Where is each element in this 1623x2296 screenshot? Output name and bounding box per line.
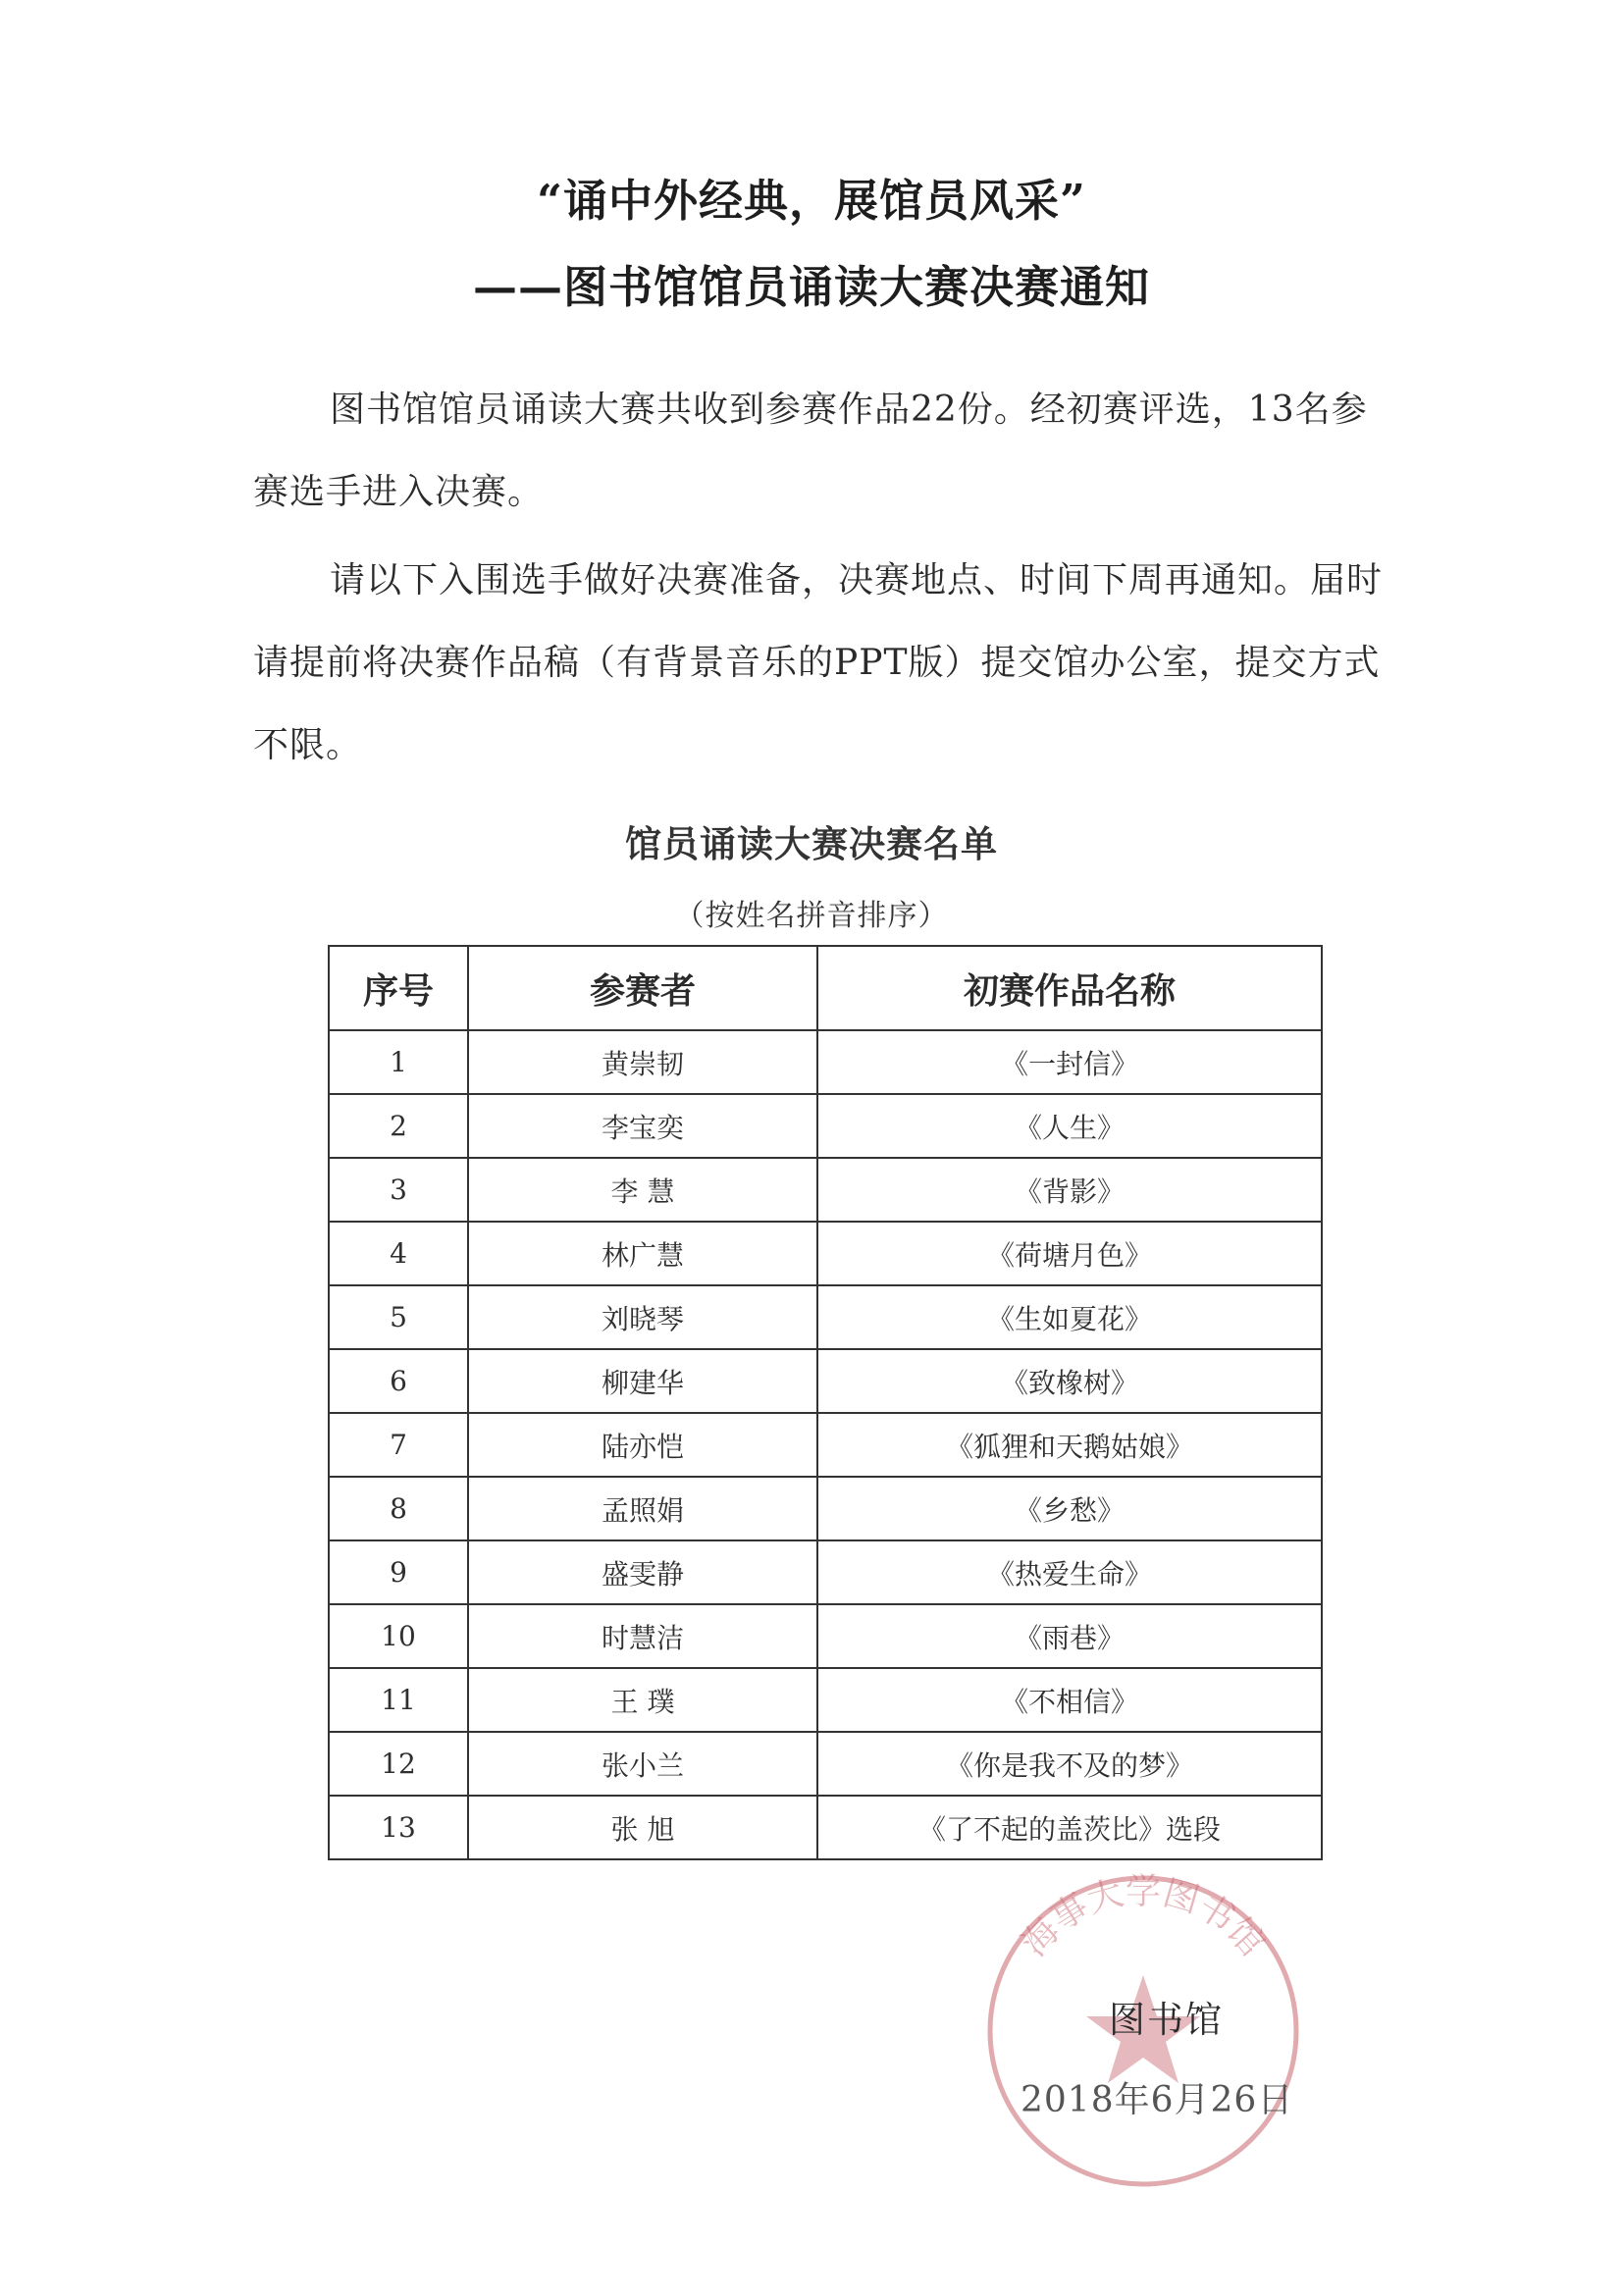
row-contestant: 黄崇韧: [468, 1030, 817, 1094]
row-contestant: 盛雯静: [468, 1540, 817, 1604]
table-row: [329, 1030, 1322, 1094]
roster-subtitle: （按姓名拼音排序）: [674, 899, 949, 933]
notice-title: “诵中外经典，展馆员风采”: [537, 175, 1086, 227]
row-work-title: 《乡愁》: [817, 1477, 1322, 1540]
table-row: [329, 1349, 1322, 1413]
table-row: [329, 1604, 1322, 1668]
notice-paragraph-1: 图书馆馆员诵读大赛共收到参赛作品22份。经初赛评选，13名参赛选手进入决赛。: [253, 390, 1368, 512]
table-row: [329, 1796, 1322, 1859]
row-contestant: 林广慧: [468, 1222, 817, 1285]
row-work-title: 《雨巷》: [817, 1604, 1322, 1668]
roster-title: 馆员诵读大赛决赛名单: [625, 822, 998, 865]
row-contestant: 刘晓琴: [468, 1285, 817, 1349]
row-contestant: 张小兰: [468, 1732, 817, 1796]
row-work-title: 《热爱生命》: [817, 1540, 1322, 1604]
row-number: 5: [329, 1285, 468, 1349]
row-work-title: 《一封信》: [817, 1030, 1322, 1094]
table-row: [329, 1158, 1322, 1222]
row-contestant: 陆亦恺: [468, 1413, 817, 1477]
seal-text: 海事大学图书馆: [1014, 1871, 1273, 1964]
header-contestant: 参赛者: [468, 946, 817, 1030]
table-header-row: [329, 946, 1322, 1030]
row-contestant: 李 慧: [468, 1158, 817, 1222]
row-number: 9: [329, 1540, 468, 1604]
row-work-title: 《狐狸和天鹅姑娘》: [817, 1413, 1322, 1477]
row-number: 13: [329, 1796, 468, 1859]
row-number: 2: [329, 1094, 468, 1158]
row-work-title: 《人生》: [817, 1094, 1322, 1158]
row-contestant: 王 璞: [468, 1668, 817, 1732]
table-row: [329, 1222, 1322, 1285]
row-number: 4: [329, 1222, 468, 1285]
row-contestant: 时慧洁: [468, 1604, 817, 1668]
table-row: [329, 1285, 1322, 1349]
issue-date: 2018年6月26日: [1021, 2080, 1294, 2120]
notice-paragraph-2: 请以下入围选手做好决赛准备，决赛地点、时间下周再通知。届时请提前将决赛作品稿（有背景音乐的PPT版）提交馆办公室，提交方式不限。: [253, 560, 1384, 765]
header-number: 序号: [329, 946, 468, 1030]
row-number: 7: [329, 1413, 468, 1477]
row-contestant: 孟照娟: [468, 1477, 817, 1540]
row-number: 8: [329, 1477, 468, 1540]
row-number: 11: [329, 1668, 468, 1732]
row-number: 1: [329, 1030, 468, 1094]
row-work-title: 《了不起的盖茨比》选段: [817, 1796, 1322, 1859]
row-work-title: 《你是我不及的梦》: [817, 1732, 1322, 1796]
row-number: 6: [329, 1349, 468, 1413]
table-row: [329, 1477, 1322, 1540]
row-number: 10: [329, 1604, 468, 1668]
table-row: [329, 1540, 1322, 1604]
row-work-title: 《背影》: [817, 1158, 1322, 1222]
row-work-title: 《致橡树》: [817, 1349, 1322, 1413]
row-contestant: 张 旭: [468, 1796, 817, 1859]
table-row: [329, 1413, 1322, 1477]
row-work-title: 《生如夏花》: [817, 1285, 1322, 1349]
row-work-title: 《不相信》: [817, 1668, 1322, 1732]
table-row: [329, 1094, 1322, 1158]
row-contestant: 李宝奕: [468, 1094, 817, 1158]
row-number: 12: [329, 1732, 468, 1796]
finalist-table: [328, 945, 1323, 1860]
notice-subtitle: ——图书馆馆员诵读大赛决赛通知: [472, 261, 1150, 313]
row-number: 3: [329, 1158, 468, 1222]
row-contestant: 柳建华: [468, 1349, 817, 1413]
issuing-organization: 图书馆: [1109, 1999, 1224, 2041]
table-row: [329, 1668, 1322, 1732]
row-work-title: 《荷塘月色》: [817, 1222, 1322, 1285]
header-work-title: 初赛作品名称: [817, 946, 1322, 1030]
table-row: [329, 1732, 1322, 1796]
